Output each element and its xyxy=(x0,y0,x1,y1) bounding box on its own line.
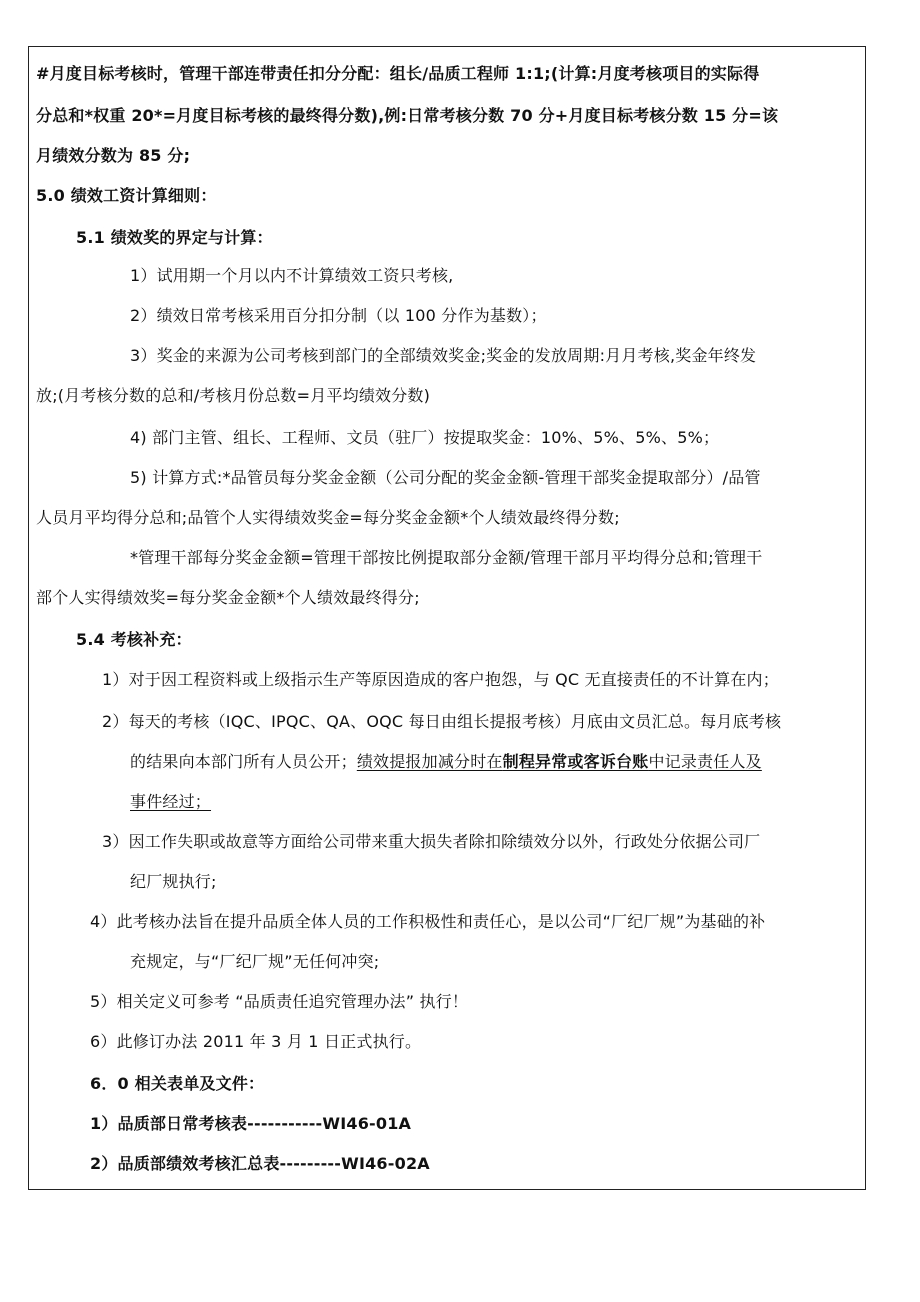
list-item: 4) 部门主管、组长、工程师、文员（驻厂）按提取奖金：10%、5%、5%、5%； xyxy=(130,428,720,447)
plain-text: 的结果向本部门所有人员公开； xyxy=(130,752,357,771)
list-item-continuation xyxy=(130,752,762,772)
section-heading-6-0: 6．0 相关表单及文件： xyxy=(90,1074,265,1093)
underlined-text: 中记录责任人及 xyxy=(648,752,762,771)
list-item-continuation: 放;(月考核分数的总和/考核月份总数=月平均绩效分数) xyxy=(36,386,431,405)
intro-line: 分总和*权重 20*=月度目标考核的最终得分数),例:日常考核分数 70 分+月度目标考核分数 15 分=该 xyxy=(36,106,779,125)
list-item: 5）相关定义可参考 “品质责任追究管理办法” 执行！ xyxy=(90,992,469,1011)
list-item: 2）每天的考核（IQC、IPQC、QA、OQC 每日由组长提报考核）月底由文员汇总。每月底考核 xyxy=(102,712,782,731)
list-item: 6）此修订办法 2011 年 3 月 1 日正式执行。 xyxy=(90,1032,422,1051)
list-item: 1）对于因工程资料或上级指示生产等原因造成的客户抱怨，与 QC 无直接责任的不计算在内； xyxy=(102,670,779,689)
list-item-continuation: 充规定，与“厂纪厂规”无任何冲突; xyxy=(130,952,380,971)
underlined-text: 绩效提报加减分时在 xyxy=(356,752,503,771)
form-reference: 2）品质部绩效考核汇总表---------WI46-02A xyxy=(90,1154,430,1173)
bold-underlined-text: 制程异常或客诉台账 xyxy=(502,752,649,771)
list-item: 1）试用期一个月以内不计算绩效工资只考核, xyxy=(130,266,454,285)
list-item: 2）绩效日常考核采用百分扣分制（以 100 分作为基数）； xyxy=(130,306,547,325)
subsection-heading-5-4: 5.4 考核补充： xyxy=(76,630,192,649)
intro-line: #月度目标考核时，管理干部连带责任扣分分配：组长/品质工程师 1:1;(计算:月度考核项目的实际得 xyxy=(36,64,760,83)
list-item-continuation: 部个人实得绩效奖=每分奖金金额*个人绩效最终得分; xyxy=(36,588,420,607)
intro-line: 月绩效分数为 85 分; xyxy=(36,146,191,165)
list-item: 3）奖金的来源为公司考核到部门的全部绩效奖金;奖金的发放周期:月月考核,奖金年终发 xyxy=(130,346,757,365)
list-item-continuation: 事件经过； xyxy=(130,792,212,811)
list-item: 5) 计算方式:*品管员每分奖金金额（公司分配的奖金金额-管理干部奖金提取部分）/品管 xyxy=(130,468,761,487)
subsection-heading-5-1: 5.1 绩效奖的界定与计算： xyxy=(76,228,273,247)
section-heading-5-0: 5.0 绩效工资计算细则： xyxy=(36,186,217,205)
list-item: 4）此考核办法旨在提升品质全体人员的工作积极性和责任心，是以公司“厂纪厂规”为基础的补 xyxy=(90,912,766,931)
form-reference: 1）品质部日常考核表-----------WI46-01A xyxy=(90,1114,412,1133)
list-item: *管理干部每分奖金金额=管理干部按比例提取部分金额/管理干部月平均得分总和;管理干 xyxy=(130,548,763,567)
list-item-continuation: 纪厂规执行; xyxy=(130,872,217,891)
list-item: 3）因工作失职或故意等方面给公司带来重大损失者除扣除绩效分以外，行政处分依据公司厂 xyxy=(102,832,761,851)
list-item-continuation: 人员月平均得分总和;品管个人实得绩效奖金=每分奖金金额*个人绩效最终得分数; xyxy=(36,508,620,527)
document-frame xyxy=(28,46,866,1190)
